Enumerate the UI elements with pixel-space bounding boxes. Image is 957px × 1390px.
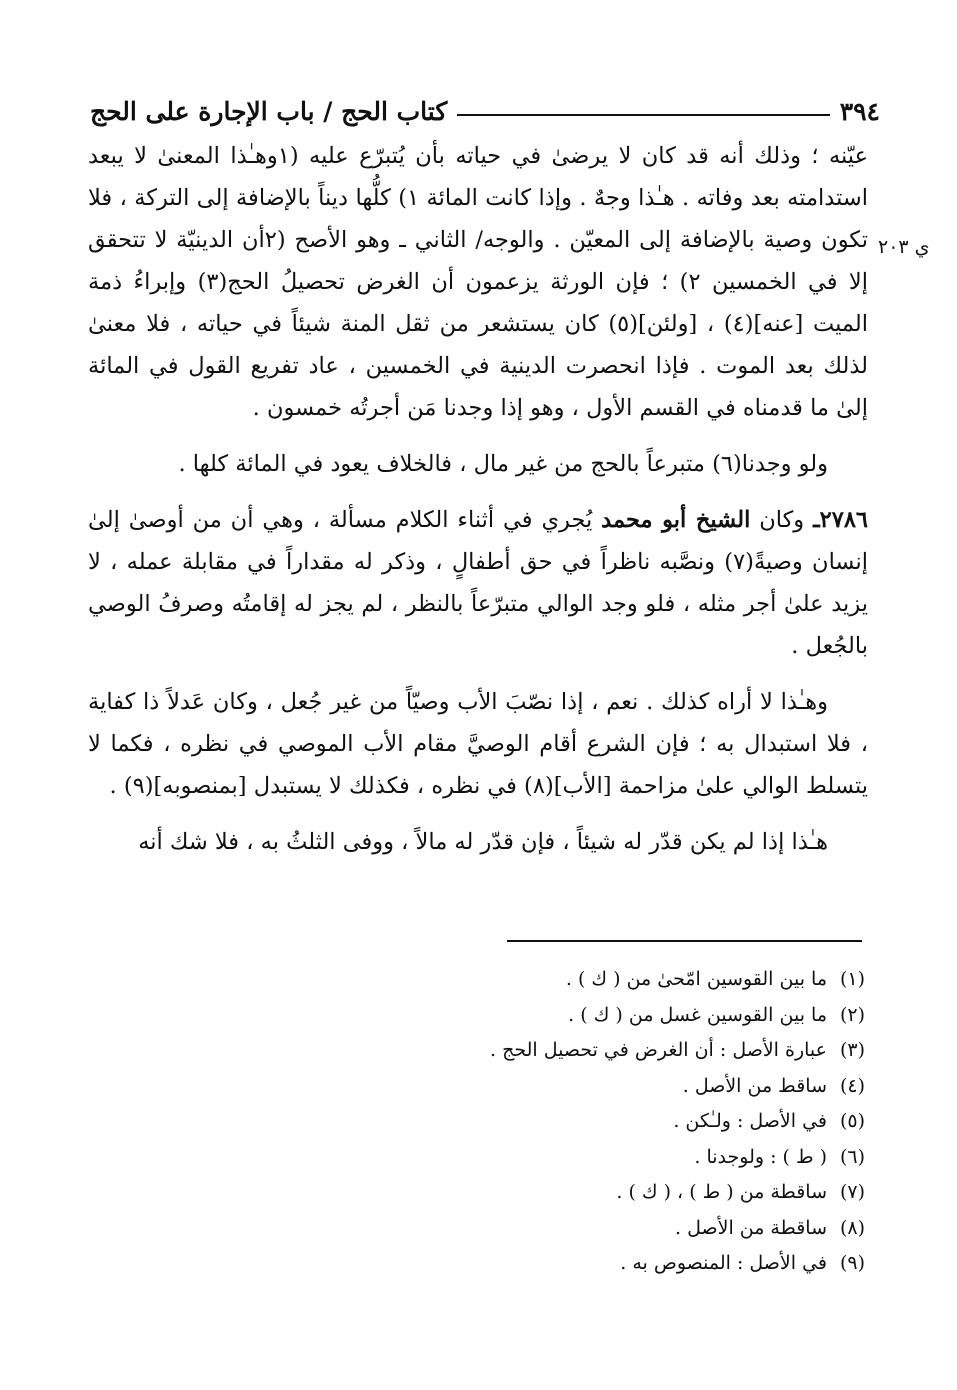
footnote-text: ساقط من الأصل . [682, 1074, 827, 1097]
footnote [300, 998, 865, 1034]
footnote-number: (٩) [839, 1252, 865, 1274]
paragraph-4: هـٰذا إذا لم يكن قدّر له شيئاً ، فإن قدّر له مالاً ، ووفى الثلثُ به ، فلا شك أنه [138, 829, 828, 855]
footnote-number: (٢) [839, 1003, 865, 1026]
footnote [300, 1140, 865, 1176]
issue-text: يُجري في أثناء الكلام مسألة ، وهي أن من أوصىٰ إلىٰ إنسان وصيةً(٧) ونصَّبه ناظراً في حق أطفالٍ ، وذكر له مقداراً في مقابلة عمله ، لا يزيد علىٰ أجر مثله ، فلو وجد الوالي متبرّعاً بالنظر ، لم يجز له إقامتُه وصرفُ الوصي بالجُعل . [88, 507, 869, 659]
footnote-number: (١) [839, 968, 865, 990]
footnote [300, 1104, 865, 1140]
header-title: كتاب الحج / باب الإجارة على الحج [90, 97, 448, 126]
footnote-number: (٣) [839, 1039, 865, 1061]
running-header [90, 78, 880, 126]
paragraph-3: وهـٰذا لا أراه كذلك . نعم ، إذا نصّبَ الأب وصيّاً من غير جُعل ، وكان عَدلاً ذا كفاية ، فلا استبدال به ؛ فإن الشرع أقام الوصيَّ مقام الأب الموصي في نظره ، فكما لا يتسلط الوالي علىٰ مزاحمة [الأب](٨) في نظره ، فكذلك لا يستبدل [بمنصوبه](٩) . [88, 689, 868, 799]
footnote [300, 1211, 865, 1247]
footnote-text: في الأصل : ولـٰكن . [673, 1110, 827, 1132]
footnote-text: في الأصل : المنصوص به . [620, 1252, 827, 1274]
scholar-name: الشيخ أبو محمد [601, 507, 751, 533]
footnote-number: (٥) [839, 1110, 865, 1132]
margin-reference: ي ٢٠٣ [878, 236, 930, 258]
main-text [88, 135, 868, 863]
footnote [300, 962, 865, 998]
footnotes-list [300, 962, 865, 1282]
footnote-number: (٨) [839, 1216, 865, 1239]
issue-paragraph [88, 499, 868, 667]
issue-number: ٢٧٨٦ـ [813, 507, 868, 533]
footnote-number: (٧) [839, 1181, 865, 1203]
issue-lead: وكان [750, 507, 814, 533]
footnote-text: ساقطة من ( ط ) ، ( ك ) . [616, 1181, 827, 1203]
footnote-text: ( ط ) : ولوجدنا . [694, 1145, 827, 1168]
footnote-number: (٦) [839, 1145, 865, 1168]
footnote [300, 1246, 865, 1282]
footnote [300, 1033, 865, 1069]
footnote-text: ما بين القوسين امّحىٰ من ( ك ) . [565, 968, 827, 990]
header-rule [457, 114, 829, 116]
footnote-text: ساقطة من الأصل . [675, 1216, 827, 1239]
paragraph-1: عيّنه ؛ وذلك أنه قد كان لا يرضىٰ في حياته بأن يُتبرّع عليه (١وهـٰذا المعنىٰ لا يبعد استدامته بعد وفاته . هـٰذا وجهٌ . وإذا كانت المائة ١) كلُّها ديناً بالإضافة إلى التركة ، فلا تكون وصية بالإضافة إلى المعيّن . والوجه/ الثاني ـ وهو الأصح (٢أن الدينيّة لا تتحقق إلا في الخمسين ٢) ؛ فإن الورثة يزعمون أن الغرض تحصيلُ الحج(٣) وإبراءُ ذمة الميت [عنه](٤) ، [ولئن](٥) كان يستشعر من ثقل المنة شيئاً في حياته ، فلا معنىٰ لذلك بعد الموت . فإذا انحصرت الدينية في الخمسين ، عاد تفريع القول في المائة إلىٰ ما قدمناه في القسم الأول ، وهو إذا وجدنا مَن أجرتُه خمسون . [88, 143, 869, 421]
footnote-text: عبارة الأصل : أن الغرض في تحصيل الحج . [490, 1039, 827, 1061]
footnote [300, 1069, 865, 1105]
footnote [300, 1175, 865, 1211]
page-number: ٣٩٤ [839, 97, 880, 126]
footnote-number: (٤) [839, 1074, 865, 1097]
paragraph-2: ولو وجدنا(٦) متبرعاً بالحج من غير مال ، فالخلاف يعود في المائة كلها . [178, 451, 828, 477]
footnote-separator [507, 940, 862, 942]
footnote-text: ما بين القوسين غسل من ( ك ) . [568, 1003, 827, 1026]
